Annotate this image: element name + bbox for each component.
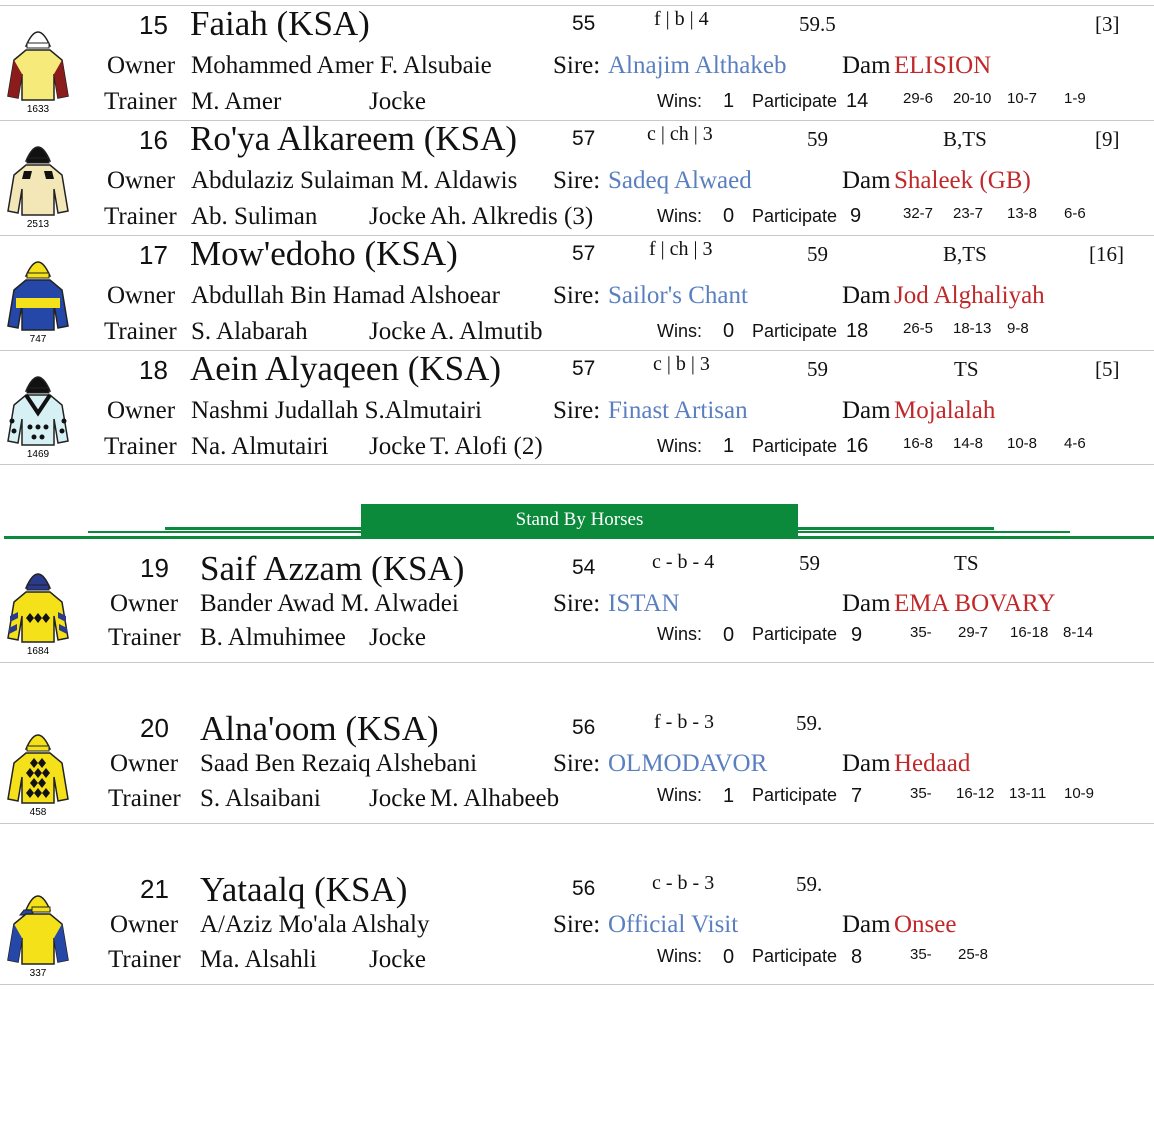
form-result: 9-8 xyxy=(1007,320,1029,337)
form-result: 1-9 xyxy=(1064,90,1086,107)
horse-rating: 59.5 xyxy=(799,12,836,36)
wins-label: Wins: xyxy=(657,321,702,341)
horse-name[interactable]: Ro'ya Alkareem (KSA) xyxy=(190,119,518,158)
horse-rating: 59 xyxy=(807,357,828,381)
trainer-name[interactable]: S. Alabarah xyxy=(191,318,308,345)
participate-value: 16 xyxy=(846,435,869,457)
form-result: 35- xyxy=(910,624,932,641)
wins-label: Wins: xyxy=(657,91,702,111)
wins-value: 1 xyxy=(723,90,735,112)
jockey-silk-icon xyxy=(4,246,72,346)
svg-text:458: 458 xyxy=(29,807,47,818)
horse-name[interactable]: Alna'oom (KSA) xyxy=(200,709,439,748)
participate-value: 9 xyxy=(850,205,862,227)
jockey-label: Jocke xyxy=(369,433,426,460)
trainer-label: Trainer xyxy=(108,946,181,973)
participate-value: 8 xyxy=(851,946,863,968)
form-result: 10-8 xyxy=(1007,435,1038,452)
owner-name[interactable]: Nashmi Judallah S.Almutairi xyxy=(191,397,482,424)
draw: [5] xyxy=(1095,357,1120,381)
jockey-silk-icon xyxy=(4,558,72,658)
jockey-silk-icon xyxy=(4,719,72,819)
horse-sex-color-age: f | b | 4 xyxy=(654,8,709,30)
form-result: 10-9 xyxy=(1064,785,1095,802)
sire-label: Sire: xyxy=(553,911,601,938)
form-result: 13-11 xyxy=(1009,785,1047,802)
horse-rating: 59 xyxy=(799,551,820,575)
horse-sex-color-age: c | ch | 3 xyxy=(647,123,713,145)
svg-text:2513: 2513 xyxy=(26,219,50,230)
sire-name[interactable]: Sailor's Chant xyxy=(608,282,748,309)
wins-value: 0 xyxy=(723,205,735,227)
owner-name[interactable]: A/Aziz Mo'ala Alshaly xyxy=(200,911,430,938)
wins-value: 1 xyxy=(723,785,735,807)
horse-rating: 59 xyxy=(807,127,828,151)
trainer-name[interactable]: M. Amer xyxy=(191,88,282,115)
sire-label: Sire: xyxy=(553,590,601,617)
form-result: 10-7 xyxy=(1007,90,1038,107)
horse-name[interactable]: Mow'edoho (KSA) xyxy=(190,234,458,273)
jockey-name[interactable]: M. Alhabeeb xyxy=(430,785,560,812)
form-result: 35- xyxy=(910,785,932,802)
horse-weight: 55 xyxy=(572,12,596,35)
horse-rating: 59 xyxy=(807,242,828,266)
horse-name[interactable]: Yataalq (KSA) xyxy=(200,870,408,909)
horse-number: 21 xyxy=(140,874,169,904)
sire-label: Sire: xyxy=(553,750,601,777)
trainer-label: Trainer xyxy=(104,318,177,345)
dam-name[interactable]: Hedaad xyxy=(894,750,971,777)
horse-rating: 59. xyxy=(796,711,823,735)
dam-name[interactable]: Onsee xyxy=(894,911,957,938)
owner-label: Owner xyxy=(107,52,176,79)
owner-name[interactable]: Saad Ben Rezaiq Alshebani xyxy=(200,750,478,777)
trainer-name[interactable]: Na. Almutairi xyxy=(191,433,329,460)
owner-name[interactable]: Bander Awad M. Alwadei xyxy=(200,590,459,617)
dam-name[interactable]: Jod Alghaliyah xyxy=(894,282,1045,309)
form-result: 20-10 xyxy=(953,90,992,107)
horse-weight: 54 xyxy=(572,556,596,579)
horse-weight: 57 xyxy=(572,127,596,150)
sire-name[interactable]: Sadeq Alwaed xyxy=(608,167,752,194)
owner-name[interactable]: Abdulaziz Sulaiman M. Aldawis xyxy=(191,167,518,194)
dam-label: Dam xyxy=(842,282,891,309)
horse-weight: 57 xyxy=(572,242,596,265)
svg-text:1633: 1633 xyxy=(26,104,50,115)
jockey-name[interactable]: A. Almutib xyxy=(430,318,543,345)
participate-label: Participate xyxy=(752,436,838,456)
participate-value: 7 xyxy=(851,785,863,807)
participate-label: Participate xyxy=(752,785,838,805)
equipment: B,TS xyxy=(943,127,987,151)
horse-number: 19 xyxy=(140,553,169,583)
dam-label: Dam xyxy=(842,911,891,938)
owner-label: Owner xyxy=(110,590,179,617)
svg-text:747: 747 xyxy=(29,334,47,345)
dam-label: Dam xyxy=(842,167,891,194)
horse-weight: 57 xyxy=(572,357,596,380)
form-result: 18-13 xyxy=(953,320,992,337)
jockey-silk-icon xyxy=(4,880,72,980)
jockey-label: Jocke xyxy=(369,946,426,973)
horse-weight: 56 xyxy=(572,716,596,739)
horse-sex-color-age: f - b - 3 xyxy=(654,711,714,733)
horse-sex-color-age: c - b - 3 xyxy=(652,872,715,894)
form-result: 6-6 xyxy=(1064,205,1086,222)
form-result: 26-5 xyxy=(903,320,934,337)
participate-label: Participate xyxy=(752,321,838,341)
horse-sex-color-age: c | b | 3 xyxy=(653,353,710,375)
draw: [16] xyxy=(1089,242,1124,266)
wins-value: 0 xyxy=(723,946,735,968)
participate-label: Participate xyxy=(752,91,838,111)
wins-label: Wins: xyxy=(657,206,702,226)
equipment: TS xyxy=(954,357,979,381)
jockey-label: Jocke xyxy=(369,203,426,230)
horse-sex-color-age: f | ch | 3 xyxy=(649,238,713,260)
trainer-label: Trainer xyxy=(104,203,177,230)
jockey-label: Jocke xyxy=(369,318,426,345)
trainer-label: Trainer xyxy=(108,624,181,651)
wins-label: Wins: xyxy=(657,946,702,966)
form-result: 25-8 xyxy=(958,946,989,963)
dam-name[interactable]: EMA BOVARY xyxy=(894,590,1056,617)
trainer-label: Trainer xyxy=(104,433,177,460)
owner-label: Owner xyxy=(110,750,179,777)
standby-title: Stand By Horses xyxy=(361,504,798,537)
dam-name[interactable]: ELISION xyxy=(894,52,992,79)
form-result: 8-14 xyxy=(1063,624,1094,641)
jockey-name[interactable]: Ah. Alkredis (3) xyxy=(430,203,594,230)
dam-label: Dam xyxy=(842,590,891,617)
participate-value: 14 xyxy=(846,90,869,112)
trainer-label: Trainer xyxy=(108,785,181,812)
dam-label: Dam xyxy=(842,52,891,79)
owner-label: Owner xyxy=(107,397,176,424)
trainer-name[interactable]: S. Alsaibani xyxy=(200,785,321,812)
trainer-name[interactable]: B. Almuhimee xyxy=(200,624,346,651)
wins-label: Wins: xyxy=(657,624,702,644)
svg-text:337: 337 xyxy=(29,968,47,979)
race-entry xyxy=(0,236,1154,351)
jockey-label: Jocke xyxy=(369,88,426,115)
equipment: B,TS xyxy=(943,242,987,266)
owner-label: Owner xyxy=(110,911,179,938)
wins-value: 0 xyxy=(723,320,735,342)
sire-label: Sire: xyxy=(553,52,601,79)
race-entry xyxy=(0,351,1154,465)
sire-label: Sire: xyxy=(553,282,601,309)
horse-number: 20 xyxy=(140,713,169,743)
form-result: 16-12 xyxy=(956,785,995,802)
draw: [9] xyxy=(1095,127,1120,151)
dam-label: Dam xyxy=(842,750,891,777)
jockey-label: Jocke xyxy=(369,785,426,812)
horse-name[interactable]: Faiah (KSA) xyxy=(190,4,370,43)
horse-number: 15 xyxy=(139,10,168,40)
horse-number: 16 xyxy=(139,125,168,155)
horse-number: 17 xyxy=(139,240,168,270)
race-entry xyxy=(0,121,1154,236)
sire-name[interactable]: ISTAN xyxy=(608,590,680,617)
draw: [3] xyxy=(1095,12,1120,36)
sire-name[interactable]: Official Visit xyxy=(608,911,739,938)
standby-entry xyxy=(0,548,1154,663)
form-result: 32-7 xyxy=(903,205,934,222)
form-result: 16-8 xyxy=(903,435,934,452)
race-entry xyxy=(0,6,1154,121)
trainer-label: Trainer xyxy=(104,88,177,115)
owner-name[interactable]: Abdullah Bin Hamad Alshoear xyxy=(191,282,500,309)
jockey-label: Jocke xyxy=(369,624,426,651)
svg-text:1469: 1469 xyxy=(26,449,50,460)
form-result: 35- xyxy=(910,946,932,963)
horse-name[interactable]: Aein Alyaqeen (KSA) xyxy=(190,349,502,388)
standby-entry xyxy=(0,824,1154,985)
horse-weight: 56 xyxy=(572,877,596,900)
sire-label: Sire: xyxy=(553,397,601,424)
dam-name[interactable]: Shaleek (GB) xyxy=(894,167,1031,194)
jockey-silk-icon xyxy=(4,361,72,461)
jockey-silk-icon xyxy=(4,16,72,116)
participate-value: 18 xyxy=(846,320,869,342)
sire-name[interactable]: OLMODAVOR xyxy=(608,750,768,777)
wins-label: Wins: xyxy=(657,436,702,456)
form-result: 16-18 xyxy=(1010,624,1049,641)
horse-name[interactable]: Saif Azzam (KSA) xyxy=(200,549,465,588)
owner-name[interactable]: Mohammed Amer F. Alsubaie xyxy=(191,52,492,79)
dam-name[interactable]: Mojalalah xyxy=(894,397,996,424)
participate-label: Participate xyxy=(752,946,838,966)
form-result: 29-7 xyxy=(958,624,989,641)
standby-section-header xyxy=(0,500,1154,542)
svg-text:1684: 1684 xyxy=(26,646,50,657)
trainer-name[interactable]: Ma. Alsahli xyxy=(200,946,317,973)
horse-sex-color-age: c - b - 4 xyxy=(652,551,715,573)
owner-label: Owner xyxy=(107,282,176,309)
jockey-name[interactable]: T. Alofi (2) xyxy=(430,433,543,460)
horse-number: 18 xyxy=(139,355,168,385)
trainer-name[interactable]: Ab. Suliman xyxy=(191,203,318,230)
standby-entry xyxy=(0,663,1154,824)
equipment: TS xyxy=(954,551,979,575)
wins-value: 1 xyxy=(723,435,735,457)
participate-label: Participate xyxy=(752,624,838,644)
form-result: 13-8 xyxy=(1007,205,1038,222)
dam-label: Dam xyxy=(842,397,891,424)
participate-label: Participate xyxy=(752,206,838,226)
wins-value: 0 xyxy=(723,624,735,646)
form-result: 29-6 xyxy=(903,90,934,107)
wins-label: Wins: xyxy=(657,785,702,805)
form-result: 23-7 xyxy=(953,205,984,222)
owner-label: Owner xyxy=(107,167,176,194)
horse-rating: 59. xyxy=(796,872,823,896)
sire-name[interactable]: Finast Artisan xyxy=(608,397,748,424)
sire-label: Sire: xyxy=(553,167,601,194)
form-result: 4-6 xyxy=(1064,435,1086,452)
participate-value: 9 xyxy=(851,624,863,646)
jockey-silk-icon xyxy=(4,131,72,231)
form-result: 14-8 xyxy=(953,435,984,452)
sire-name[interactable]: Alnajim Althakeb xyxy=(608,52,787,79)
